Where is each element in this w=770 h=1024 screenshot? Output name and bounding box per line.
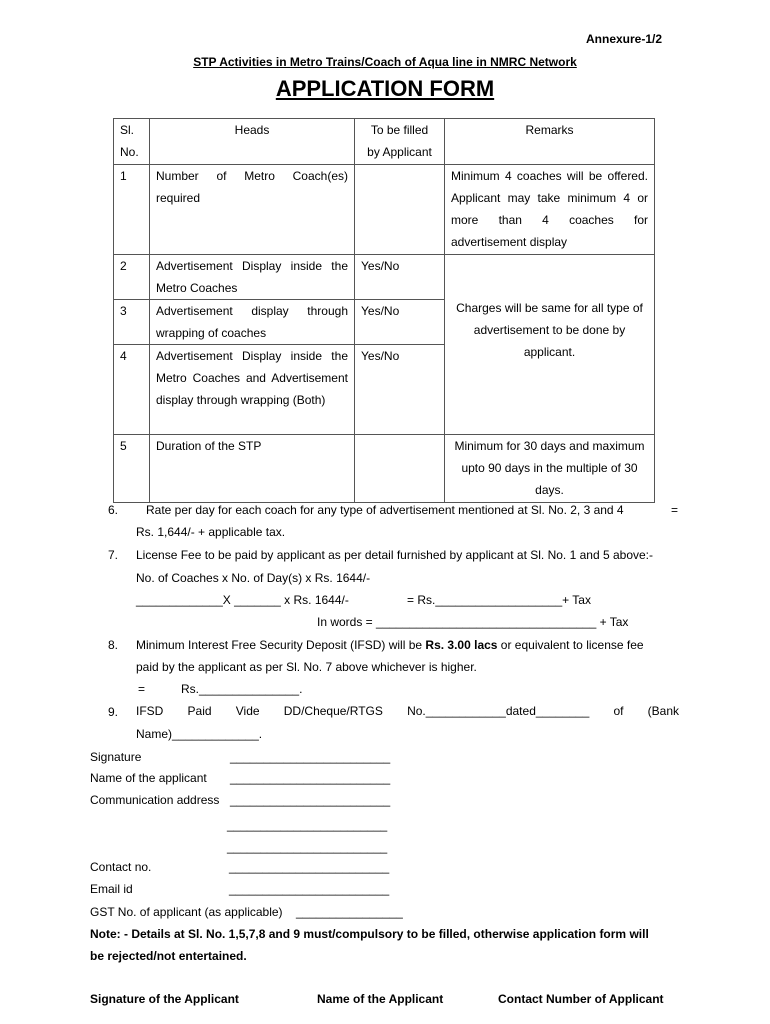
row-remarks: Minimum 4 coaches will be offered. Applicant may take minimum 4 or more than 4 coaches for advertisement display bbox=[445, 165, 655, 255]
table-row bbox=[114, 435, 655, 503]
item-8-equals: = bbox=[138, 682, 146, 696]
item-7-text: License Fee to be paid by applicant as per detail furnished by applicant at Sl. No. 1 and 5 above:- bbox=[136, 548, 653, 562]
item-8-number: 8. bbox=[108, 638, 119, 652]
item-7-amount-field[interactable]: = Rs.___________________+ Tax bbox=[407, 593, 591, 607]
row-head: Duration of the STP bbox=[150, 435, 355, 503]
row-filled-input[interactable]: Yes/No bbox=[355, 255, 445, 300]
applicant-name-label: Name of the applicant bbox=[90, 771, 207, 785]
header-remarks: Remarks bbox=[445, 119, 655, 165]
footer-name: Name of the Applicant bbox=[317, 992, 444, 1006]
row-filled-input[interactable]: Yes/No bbox=[355, 300, 445, 345]
footer-signature: Signature of the Applicant bbox=[90, 992, 239, 1006]
row-remarks: Minimum for 30 days and maximum upto 90 days in the multiple of 30 days. bbox=[445, 435, 655, 503]
item-7-words-field[interactable]: In words = _________________________________ + Tax bbox=[317, 615, 629, 629]
row-head: Advertisement display through wrapping of coaches bbox=[150, 300, 355, 345]
item-6-rate: Rs. 1,644/- + applicable tax. bbox=[136, 525, 286, 539]
table-row bbox=[114, 255, 655, 300]
item-7-calc-field[interactable]: _____________X _______ x Rs. 1644/- bbox=[136, 593, 349, 607]
form-subtitle: STP Activities in Metro Trains/Coach of Aqua line in NMRC Network bbox=[193, 55, 577, 69]
contact-label: Contact no. bbox=[90, 860, 152, 874]
item-6-equals: = bbox=[671, 503, 679, 517]
address-field-3[interactable]: ________________________ bbox=[227, 840, 388, 854]
address-label: Communication address bbox=[90, 793, 220, 807]
note-text-2: be rejected/not entertained. bbox=[90, 949, 247, 963]
item-6-text: Rate per day for each coach for any type of advertisement mentioned at Sl. No. 2, 3 and 4 bbox=[146, 503, 624, 517]
email-label: Email id bbox=[90, 882, 133, 896]
row-head: Advertisement Display inside the Metro Coaches bbox=[150, 255, 355, 300]
row-filled-input[interactable] bbox=[355, 165, 445, 255]
header-heads: Heads bbox=[150, 119, 355, 165]
row-sl: 3 bbox=[114, 300, 150, 345]
row-head: Number of Metro Coach(es) required bbox=[150, 165, 355, 255]
header-sl: Sl. No. bbox=[114, 119, 150, 165]
item-8-amount-field[interactable]: Rs._______________. bbox=[181, 682, 303, 696]
item-6-number: 6. bbox=[108, 503, 119, 517]
annexure-label: Annexure-1/2 bbox=[586, 32, 663, 46]
footer-contact: Contact Number of Applicant bbox=[498, 992, 664, 1006]
item-8-text-2: paid by the applicant as per Sl. No. 7 above whichever is higher. bbox=[136, 660, 477, 674]
gst-label: GST No. of applicant (as applicable) bbox=[90, 905, 283, 919]
signature-label: Signature bbox=[90, 750, 142, 764]
contact-field[interactable]: ________________________ bbox=[229, 860, 390, 874]
row-filled-input[interactable]: Yes/No bbox=[355, 345, 445, 435]
row-filled-input[interactable] bbox=[355, 435, 445, 503]
item-9-ifsd-field[interactable]: IFSD Paid Vide DD/Cheque/RTGS No.____________dated________ of (Bank bbox=[136, 704, 679, 718]
address-field-1[interactable]: ________________________ bbox=[230, 793, 391, 807]
table-row bbox=[114, 165, 655, 255]
row-sl: 1 bbox=[114, 165, 150, 255]
row-sl: 5 bbox=[114, 435, 150, 503]
gst-field[interactable]: ________________ bbox=[296, 905, 403, 919]
item-8-text: Minimum Interest Free Security Deposit (IFSD) will be Rs. 3.00 lacs or equivalent to license fee bbox=[136, 638, 644, 652]
signature-field[interactable]: ________________________ bbox=[230, 750, 391, 764]
merged-remarks: Charges will be same for all type of advertisement to be done by applicant. bbox=[445, 255, 655, 435]
row-sl: 4 bbox=[114, 345, 150, 435]
table-header-row bbox=[114, 119, 655, 165]
applicant-name-field[interactable]: ________________________ bbox=[230, 771, 391, 785]
address-field-2[interactable]: ________________________ bbox=[227, 818, 388, 832]
row-sl: 2 bbox=[114, 255, 150, 300]
form-title: APPLICATION FORM bbox=[275, 76, 495, 101]
item-7-number: 7. bbox=[108, 548, 119, 562]
row-head: Advertisement Display inside the Metro Coaches and Advertisement display through wrapping (Both) bbox=[150, 345, 355, 435]
note-text: Note: - Details at Sl. No. 1,5,7,8 and 9 must/compulsory to be filled, otherwise application form will bbox=[90, 927, 649, 941]
header-filled: To be filled by Applicant bbox=[355, 119, 445, 165]
email-field[interactable]: ________________________ bbox=[229, 882, 390, 896]
item-7-formula: No. of Coaches x No. of Day(s) x Rs. 1644/- bbox=[136, 571, 371, 585]
application-table bbox=[113, 118, 655, 503]
item-9-number: 9. bbox=[108, 705, 119, 719]
item-9-bank-field[interactable]: Name)_____________. bbox=[136, 727, 263, 741]
